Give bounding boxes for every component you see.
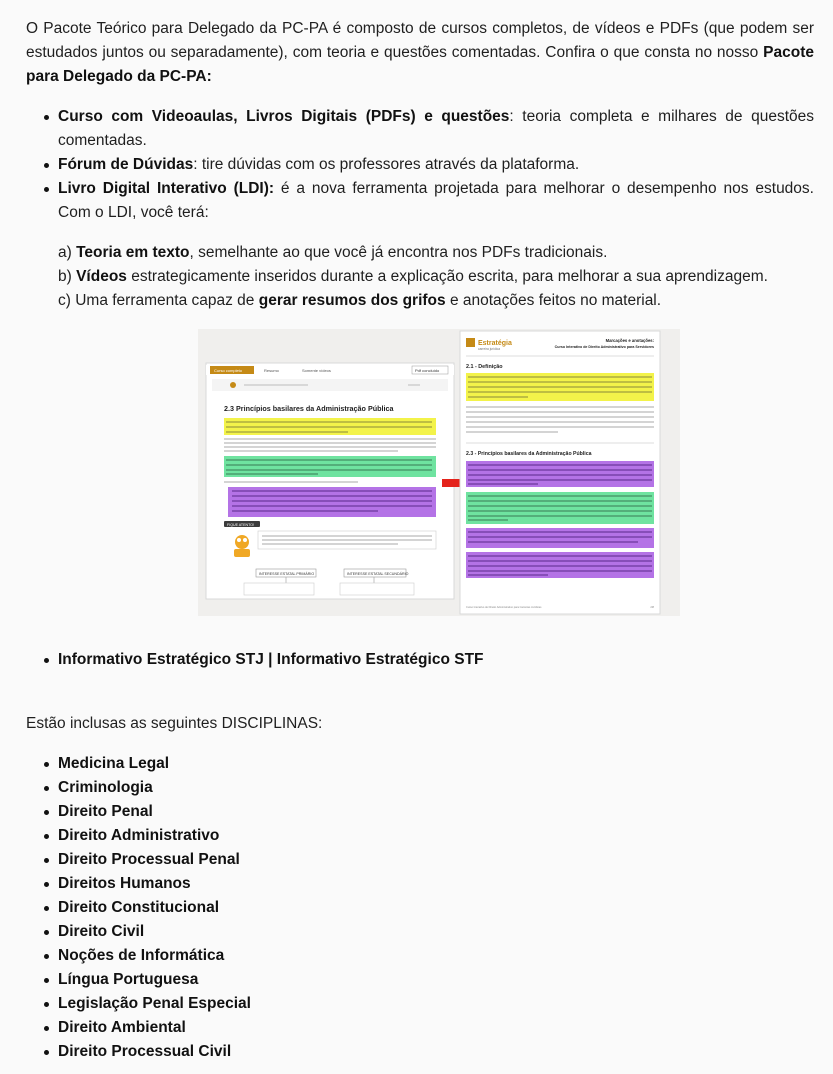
disciplinas-title: Estão inclusas as seguintes DISCIPLINAS: [26,715,323,732]
ldi-illustration-svg [198,329,680,616]
owl-icon [235,535,249,549]
svg-text:carreira jurídica: carreira jurídica [478,347,500,351]
intro-text: O Pacote Teórico para Delegado da PC-PA é composto de cursos completos, de vídeos e PDFs (que podem ser estudados juntos ou separadamente), com teoria e questões comentadas. Confira o que consta no nosso [26,20,814,61]
ldi-feature: b) Vídeos estrategicamente inseridos durante a explicação escrita, para melhorar a sua aprendizagem. [58,268,768,285]
ldi-feature: c) Uma ferramenta capaz de gerar resumos dos grifos e anotações feitos no material. [58,292,662,309]
package-list [26,105,814,225]
svg-text:Somente vídeos: Somente vídeos [302,368,331,373]
ldi-feature: a) Teoria em texto, semelhante ao que você já encontra nos PDFs tradicionais. [58,244,608,261]
list-item: Direito Processual Civil [58,1040,833,1064]
estrategia-logo-icon [466,338,475,347]
list-item: Direito Constitucional [58,896,833,920]
estrategia-logo-text: Estratégia [478,340,512,347]
intro-paragraph [26,17,814,89]
list-item: Criminologia [58,776,833,800]
list-item: Direito Administrativo [58,824,833,848]
list-item: Direito Civil [58,920,833,944]
play-icon [230,382,236,388]
fique-atento-label: FIQUE ATENTO! [227,523,255,527]
list-item: Direito Ambiental [58,1016,833,1040]
ldi-illustration [198,329,680,616]
list-item: Noções de Informática [58,944,833,968]
svg-text:Marcações e anotações:: Marcações e anotações: [605,338,654,343]
notes-heading-principios: 2.3 - Princípios basilares da Administração Pública [466,451,592,457]
platform-heading: 2.3 Princípios basilares da Administração Pública [224,404,394,413]
list-item: Língua Portuguesa [58,968,833,992]
content [26,17,814,313]
tab-curso-completo-label: Curso completo [214,368,243,373]
list-item: Fórum de Dúvidas: tire dúvidas com os professores através da plataforma. [58,153,814,177]
interesse-secundario-box: INTERESSE ESTATAL SECUNDÁRIO [347,572,409,576]
list-item: Direitos Humanos [58,872,833,896]
ldi-features [26,241,814,313]
informativo-list [26,648,833,672]
svg-text:Curso Interativo de Direito Ad: Curso Interativo de Direito Administrativo para Servidores [554,345,654,349]
svg-text:Curso Interativo de Direito Ad: Curso Interativo de Direito Administrativo para Carreiras Jurídicas [466,606,542,609]
disciplinas-list [26,752,833,1064]
list-item: Direito Processual Penal [58,848,833,872]
pdf-done-button: Pdf concluído [415,368,440,373]
intro-bold: Pacote para Delegado da PC-PA: [26,44,814,85]
svg-text:2/8: 2/8 [650,606,654,609]
list-item: Medicina Legal [58,752,833,776]
list-item: Legislação Penal Especial [58,992,833,1016]
notes-heading-definicao: 2.1 - Definição [466,364,503,370]
svg-text:Resumo: Resumo [264,368,279,373]
list-item [58,648,833,672]
list-item: Direito Penal [58,800,833,824]
list-item: Livro Digital Interativo (LDI): é a nova ferramenta projetada para melhorar o desempenho nos estudos. Com o LDI, você terá: [58,177,814,225]
informativo-text: Informativo Estratégico STJ | Informativo Estratégico STF [58,651,484,668]
list-item: Curso com Videoaulas, Livros Digitais (PDFs) e questões: teoria completa e milhares de questões comentadas. [58,105,814,153]
platform-page [206,363,454,599]
interesse-primario-box: INTERESSE ESTATAL PRIMÁRIO [259,572,315,576]
